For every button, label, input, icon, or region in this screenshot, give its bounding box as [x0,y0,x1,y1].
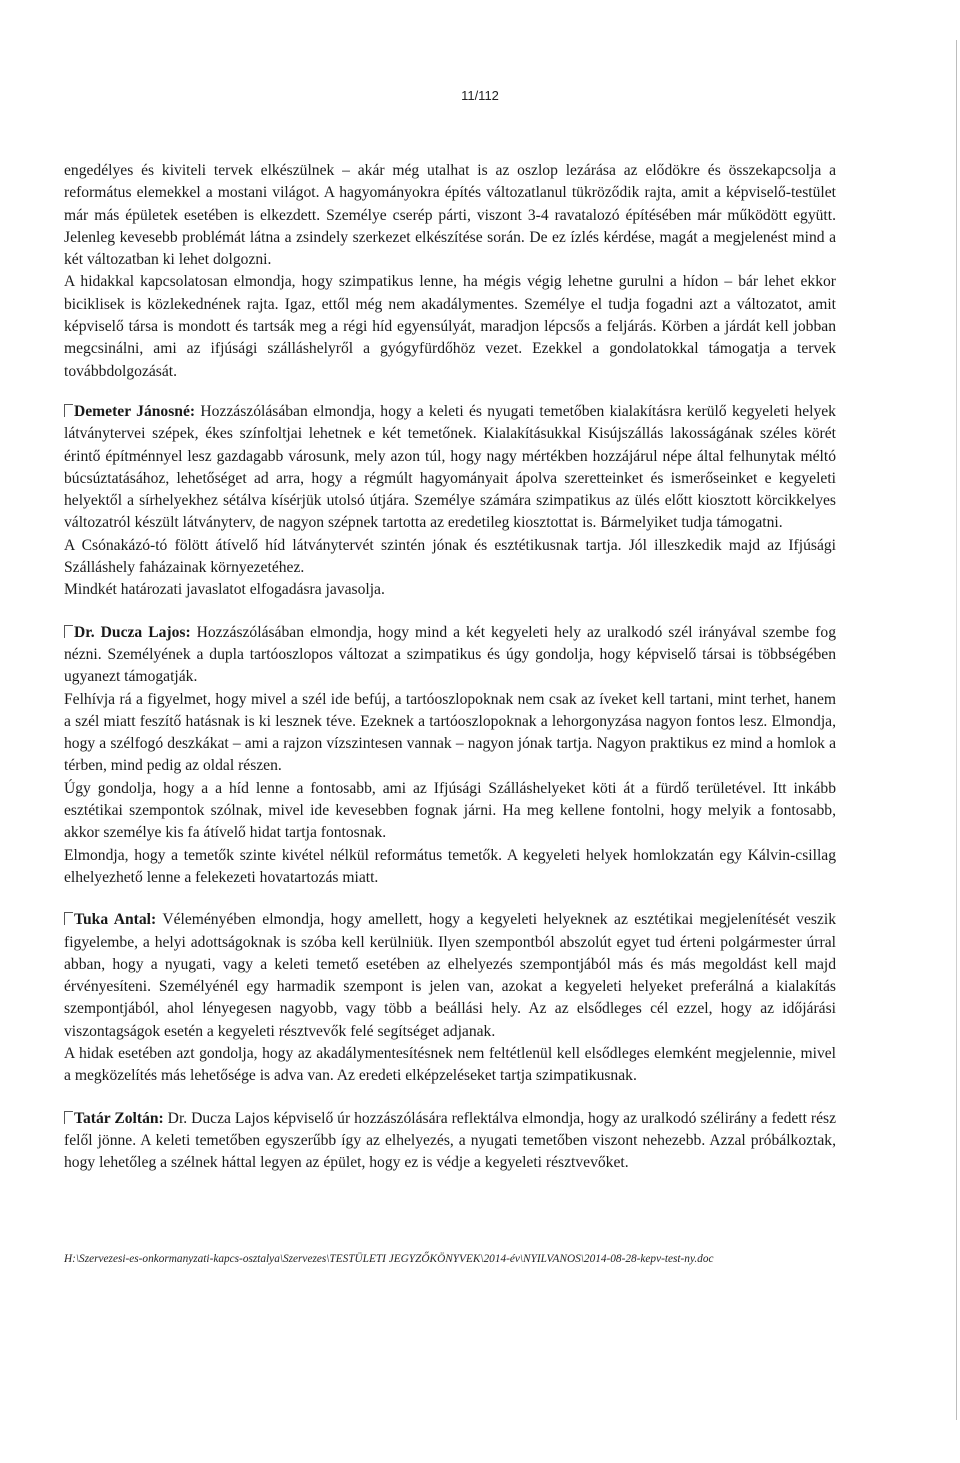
footer-file-path: H:\Szervezesi-es-onkormanyzati-kapcs-osztalya\Szervezes\TESTÜLETI JEGYZŐKÖNYVEK\2014-év\NYILVANOS\2014-08-28-kepv-test-ny.doc [64,1253,714,1265]
paragraph-text: A Csónakázó-tó fölött átívelő híd látványtervét szintén jónak és esztétikusnak tartja. Jól illeszkedik majd az Ifjúsági Szálláshely faházainak környezetéhez. [64,536,836,577]
speaker-name: Tatár Zoltán: [74,1109,164,1127]
speech-text: Dr. Ducza Lajos képviselő úr hozzászólására reflektálva elmondja, hogy az uralkodó szélirány a fedett rész felől jönne. A keleti temetőben egyszerűbb így az elhelyezés, a nyugati temetőben viszont nehezebb. Azzal próbálkoztak, hogy lehetőleg a szélnek háttal legyen az épület, hogy ez is védje a kegyeleti résztvevőket. [64,1109,836,1172]
paragraph-text: Felhívja rá a figyelmet, hogy mivel a szél ide befúj, a tartóoszlopoknak nem csak az íveket kell tartani, mint terhet, hanem a szél miatt feszítő hatásnak is ki lesznek téve. Ezeknek a tartóoszlopoknak a lehorgonyzása nagyon fontos lesz. Elmondja, hogy a szélfogó deszkákat – ami a rajzon vízszintesen vannak – nagyon jónak tartja. Nagyon praktikus ez mind a homlok a térben, mind pedig az oldal részen. [64,690,836,775]
paragraph-text: A hidak esetében azt gondolja, hogy az akadálymentesítésnek nem feltétlenül kell elsődleges elemként megjelennie, mivel a megközelítés más lehetősége is adva van. Az eredeti elképzeléseket tartja szimpatikusnak. [64,1044,836,1085]
page-number: 11/112 [461,88,499,103]
speech-tuka [64,909,836,1043]
document-body [64,160,836,1174]
speaker-name: Tuka Antal: [74,911,157,929]
speaker-name: Dr. Ducza Lajos: [74,623,191,641]
speech-ducza [64,622,836,689]
speaker-name: Demeter Jánosné: [74,402,196,420]
scan-edge-line [956,40,957,1420]
speech-text: Hozzászólásában elmondja, hogy a keleti és nyugati temetőben kialakításra kerülő kegyeleti helyek látványtervei szépek, ékes színfoltjai lehetnek e két temetőnek. Kialakításukkal Kisújszállás lakosságának széles körét érintő építménnyel lesz gazdagabb városunk, mely azon túl, hogy nagy mértékben hozzájárul népe által felhunytak méltó búcsúztatásához, lehetőséget ad arra, hogy a régmúlt hagyományait ápolva szeretteinket és ismerőseinket e kegyeleti helyektől a sírhelyekhez sétálva kísérjük utolsó útjára. Személye számára szimpatikus az ülés előtt kiosztott körcikkelyes változatról készült látványterv, de nagyon szépnek tartotta az eredetileg kiosztottat is. Bármelyiket tudja támogatni. [64,402,836,532]
paragraph-text: Úgy gondolja, hogy a a híd lenne a fontosabb, ami az Ifjúsági Szálláshelyeket köti át a fürdő területével. Itt inkább esztétikai szempontok szólnak, mivel ide kevesebben fognak járni. Ha meg kellene fontolni, hogy melyik a fontosabb, akkor személye kis fa átívelő hidat tartja fontosnak. [64,779,836,842]
paragraph-text: Elmondja, hogy a temetők szinte kivétel nélkül református temetők. A kegyeleti helyek homlokzatán egy Kálvin-csillag elhelyezhető lenne a felekezeti hovatartozás miatt. [64,846,836,886]
speech-text: Véleményében elmondja, hogy amellett, hogy a kegyeleti helyeknek az esztétikai megjelenítését veszik figyelembe, a helyi adottságoknak is szóba kell kerülniük. Ilyen szempontból abszolút egyet tud érteni polgármester úrral abban, hogy a nyugati, vagy a keleti temető esetében az elhelyezés szempontjából más és más megoldást kell majd érvényesíteni. Személyénél egy harmadik szempont is jelen van, azokat a kegyeleti helyeket preferálná a kialakítás szempontjából, ahol lényegesen nagyobb, vagy több a beállási hely. Az az elsődleges cél ezzel, hogy az időjárási viszontagságok esetén a kegyeleti résztvevők felé segítséget adjanak. [64,911,836,1040]
paragraph-bridges: A hidakkal kapcsolatosan elmondja, hogy szimpatikus lenne, ha mégis végig lehetne gurulni a hídon – bár lehet ekkor biciklisek is közlekednének rajta. Igaz, ettől még nem akadálymentes. Személye el tudja fogadni azt a változatot, amit képviselő társa is mondott és tartsák meg a régi híd egyensúlyát, maradjon lépcsős a feljárás. Körben a járdát kell jobban megcsinálni, ami az ifjúsági szálláshelyről a gyógyfürdőhöz vezet. Ezekkel a gondolatokkal támogatja a tervek továbbdolgozását. [64,273,836,380]
margin-mark-icon [64,404,73,417]
speech-tatar [64,1108,836,1175]
speech-demeter [64,401,836,535]
paragraph-intro: engedélyes és kiviteli tervek elkészülnek – akár még utalhat is az oszlop lezárása az elődökre és összekapcsolja a református elemekkel a mostani világot. A hagyományokra építés változatlanul tükröződik rajta, amit a képviselő-testület már más épületek esetében is elkezdett. Személye cserép párti, viszont 3-4 ravatalozó építésében már működött együtt. Jelenleg kevesebb problémát látna a zsindely szerkezet elkészítése során. De ez ízlés kérdése, magát a megjelenést mind a két változatban ki lehet dolgozni. [64,162,836,269]
margin-mark-icon [64,625,73,638]
margin-mark-icon [64,1111,73,1124]
paragraph-text: Mindkét határozati javaslatot elfogadásra javasolja. [64,581,385,599]
margin-mark-icon [64,912,73,925]
speech-text: Hozzászólásában elmondja, hogy mind a két kegyeleti hely az uralkodó szél irányával szembe fog nézni. Személyének a dupla tartóoszlopos változat a szimpatikus és úgy gondolja, hogy képviselő társai is többségében ugyanezt támogatják. [64,623,836,686]
